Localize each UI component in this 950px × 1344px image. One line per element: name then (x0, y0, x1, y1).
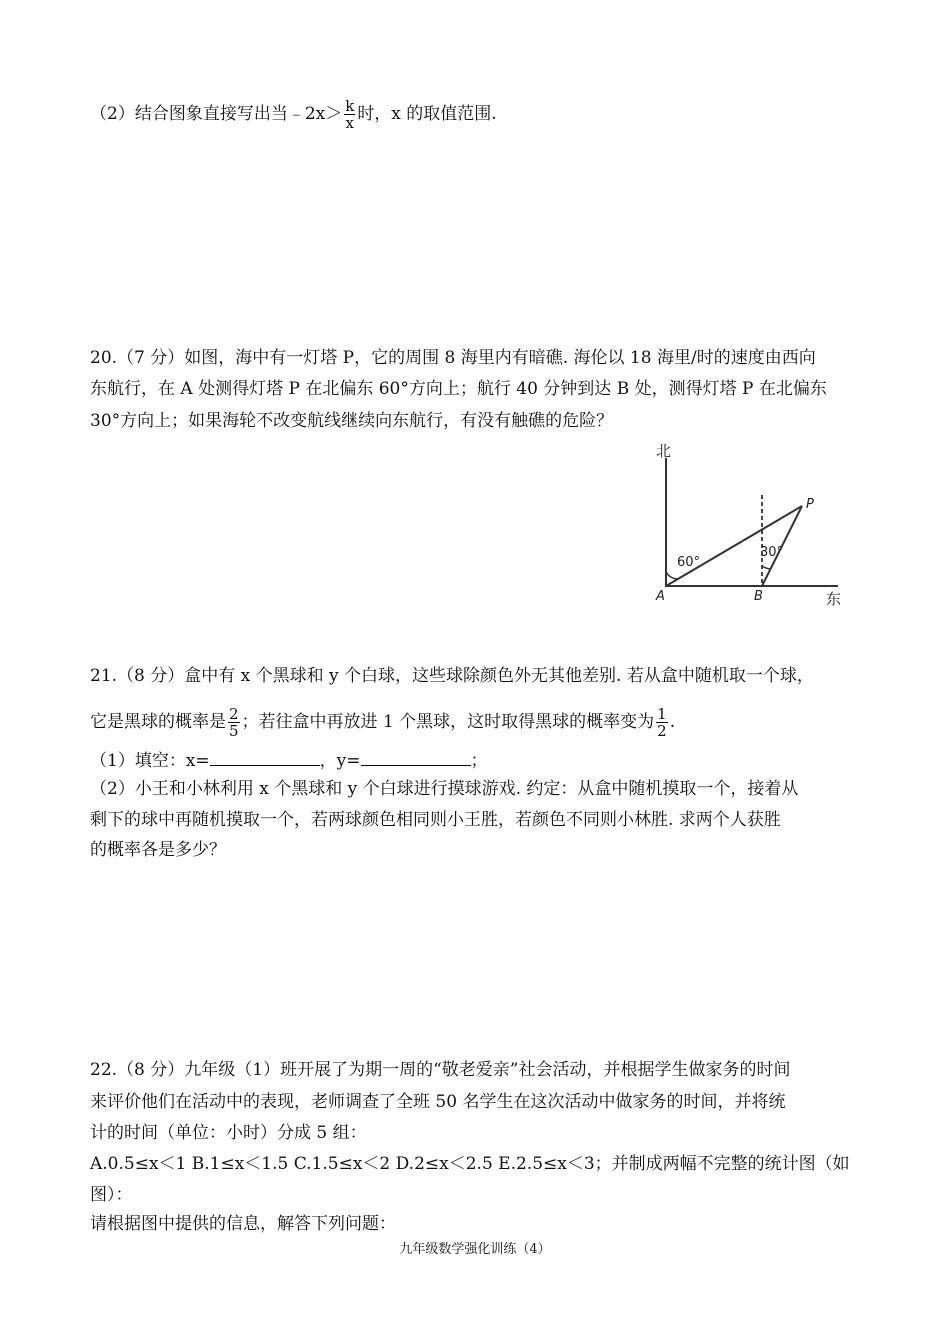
q21-line2-text-c: . (669, 712, 676, 732)
q21-part1-text-b: ，y= (319, 751, 361, 771)
q20-line3: 30°方向上；如果海轮不改变航线继续向东航行，有没有触礁的危险？ (90, 411, 614, 431)
q22-line3: 计的时间（单位：小时）分成 5 组： (90, 1123, 367, 1143)
q21-part2-line2: 剩下的球中再随机摸取一个，若两球颜色相同则小王胜，若颜色不同则小林胜. 求两个人获胜 (90, 810, 781, 830)
point-b-label: B (754, 589, 763, 604)
q19-part2-suffix: 时，x 的取值范围. (357, 104, 497, 124)
q19-part2 (90, 98, 497, 131)
page-footer: 九年级数学强化训练（4） (399, 1242, 551, 1257)
fraction-one-half (656, 706, 668, 739)
q21-part1-text-c: ； (470, 751, 488, 771)
q22-line1: 22.（8 分）九年级（1）班开展了为期一周的“敬老爱亲”社会活动，并根据学生做家务的时间 (90, 1060, 791, 1080)
fraction-numerator: 2 (229, 705, 239, 723)
fraction-denominator: x (345, 114, 354, 132)
q22-line4: A.0.5≤x＜1 B.1≤x＜1.5 C.1.5≤x＜2 D.2≤x＜2.5 E.2.5≤x＜3；并制成两幅不完整的统计图（如 (90, 1154, 850, 1174)
y-answer-blank[interactable] (361, 749, 471, 766)
angle-b-label: 30° (760, 545, 784, 560)
fraction-denominator: 5 (229, 722, 239, 740)
q21-part1-text-a: （1）填空：x= (90, 751, 210, 771)
q20-line2: 东航行，在 A 处测得灯塔 P 在北偏东 60°方向上；航行 40 分钟到达 B 处，测得灯塔 P 在北偏东 (90, 379, 827, 399)
q20-line1: 20.（7 分）如图，海中有一灯塔 P，它的周围 8 海里内有暗礁. 海伦以 18 海里/时的速度由西向 (90, 348, 816, 368)
q21-part1 (90, 749, 488, 773)
q22-line2: 来评价他们在活动中的表现，老师调查了全班 50 名学生在这次活动中做家务的时间，并将统 (90, 1092, 786, 1112)
x-answer-blank[interactable] (210, 749, 320, 766)
angle-a-label: 60° (677, 555, 701, 570)
fraction-denominator: 2 (657, 722, 667, 740)
q21-part2-line3: 的概率各是多少？ (90, 840, 226, 860)
fraction-numerator: k (345, 97, 355, 115)
point-p-label: P (806, 497, 814, 512)
fraction-numerator: 1 (657, 705, 667, 723)
q21-line2-text-b: ；若往盒中再放进 1 个黑球，这时取得黑球的概率变为 (241, 712, 655, 732)
q21-part2-line1: （2）小王和小林利用 x 个黑球和 y 个白球进行摸球游戏. 约定：从盒中随机摸取一个，接着从 (90, 779, 799, 799)
point-a-label: A (656, 589, 665, 604)
fraction-two-fifths (228, 706, 240, 739)
angle-arc-b (762, 566, 771, 569)
q21-line1: 21.（8 分）盒中有 x 个黑球和 y 个白球，这些球除颜色外无其他差别. 若从盒中随机取一个球， (90, 666, 814, 686)
q21-line2-text-a: 它是黑球的概率是 (90, 712, 226, 732)
q22-line6: 请根据图中提供的信息，解答下列问题： (90, 1214, 396, 1234)
angle-arc-a (666, 572, 678, 579)
fraction-k-over-x (344, 98, 355, 131)
lighthouse-diagram (650, 440, 850, 610)
q19-part2-prefix: （2）结合图象直接写出当﹣2x＞ (90, 104, 343, 124)
q22-line5: 图）： (90, 1185, 133, 1205)
q21-line2 (90, 706, 675, 739)
east-label: 东 (826, 590, 842, 608)
north-label: 北 (656, 442, 672, 460)
